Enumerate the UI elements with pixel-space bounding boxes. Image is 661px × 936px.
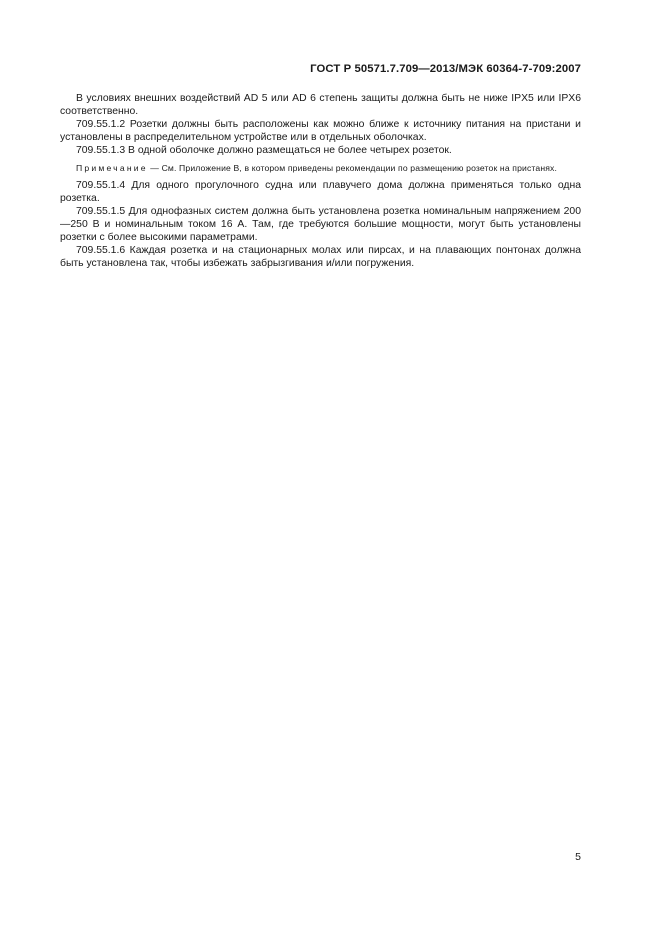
note-text: — См. Приложение В, в котором приведены рекомендации по размещению розеток на пристанях. <box>147 163 558 173</box>
note-label: Примечание <box>76 163 148 173</box>
paragraph: 709.55.1.5 Для однофазных систем должна быть установлена розетка номинальным напряжением 200—250 В и номинальным током 16 А. Там, где требуются большие мощности, могут быть установлены розетки с более высокими параметрами. <box>60 206 581 243</box>
page-number: 5 <box>575 851 581 863</box>
paragraph: 709.55.1.2 Розетки должны быть расположены как можно ближе к источнику питания на пристани и установлены в распределительном устройстве или в отдельных оболочках. <box>60 119 581 143</box>
document-header: ГОСТ Р 50571.7.709—2013/МЭК 60364-7-709:2007 <box>310 63 581 75</box>
paragraph: 709.55.1.6 Каждая розетка и на стационарных молах или пирсах, и на плавающих понтонах должна быть установлена так, чтобы избежать забрызгивания и/или погружения. <box>60 245 581 269</box>
document-body <box>60 92 581 270</box>
paragraph: 709.55.1.3 В одной оболочке должно размещаться не более четырех розеток. <box>76 145 452 156</box>
paragraph: 709.55.1.4 Для одного прогулочного судна или плавучего дома должна применяться только одна розетка. <box>60 180 581 204</box>
paragraph: В условиях внешних воздействий AD 5 или AD 6 степень защиты должна быть не ниже IPX5 или IPX6 соответственно. <box>60 93 581 117</box>
note <box>60 162 581 174</box>
